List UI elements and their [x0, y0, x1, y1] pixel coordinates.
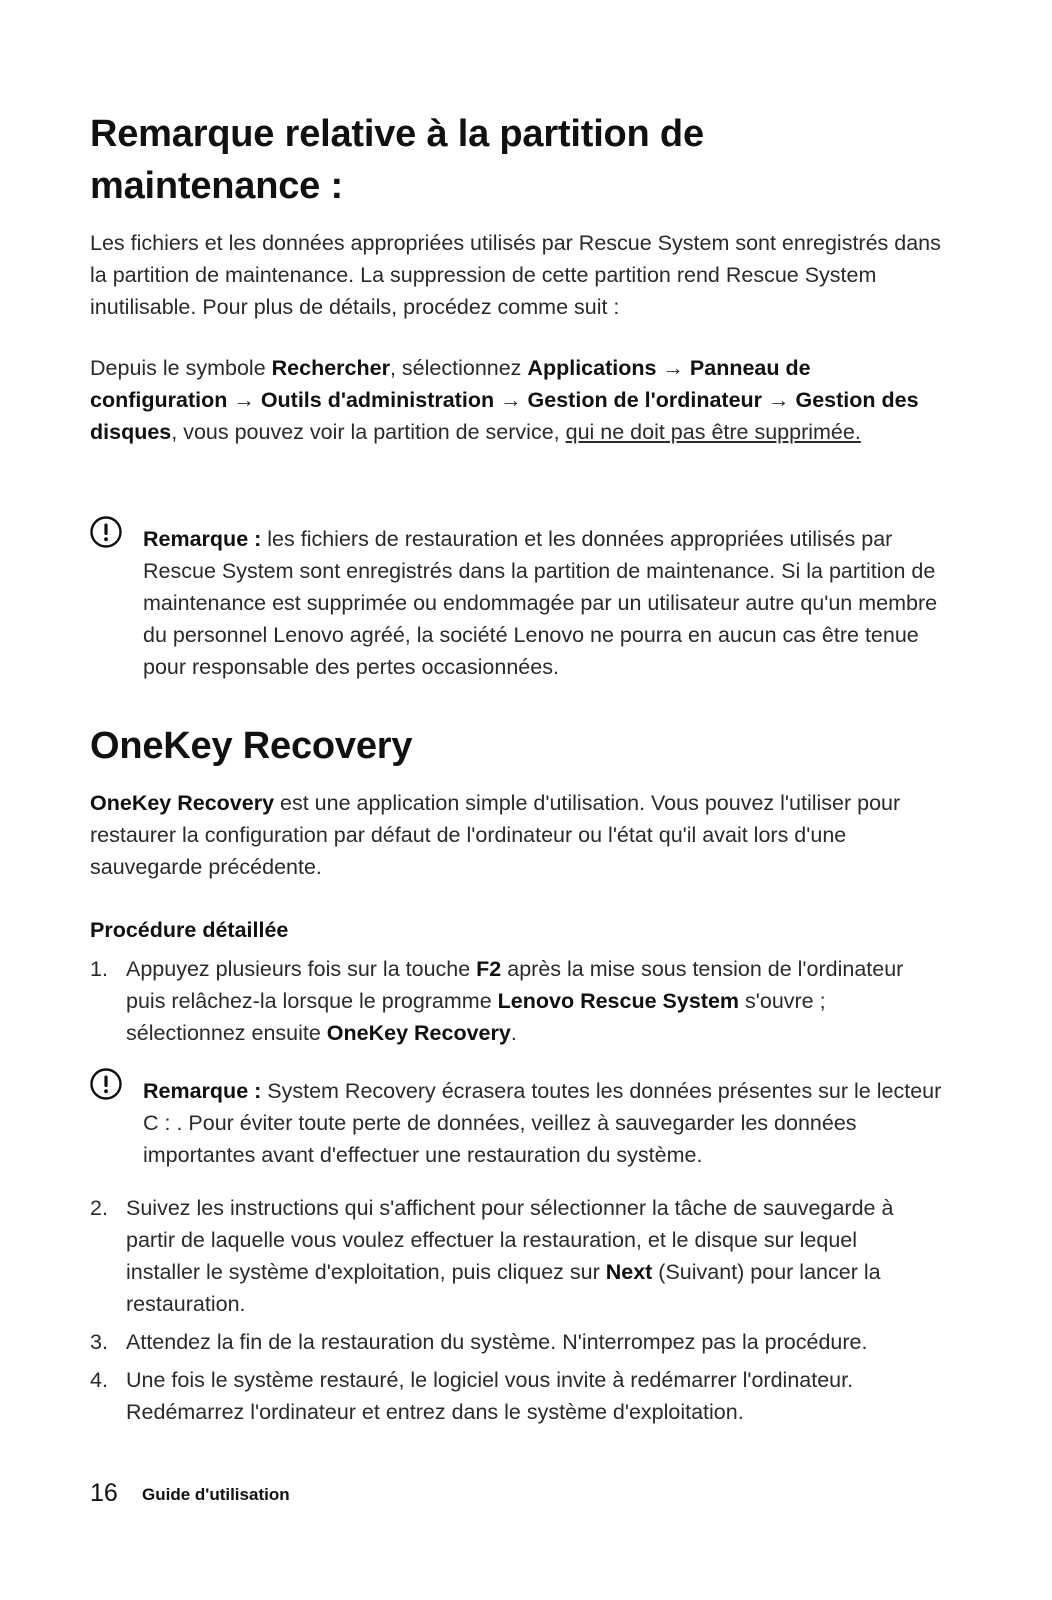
step-text: Une fois le système restauré, le logiciel vous invite à redémarrer l'ordinateur. Redémarrez l'ordinateur et entrez dans le système d'exploitation.	[126, 1368, 854, 1424]
onekey-intro-text: est une application simple d'utilisation. Vous pouvez l'utiliser pour restaurer la configuration par défaut de l'ordinateur ou l'état qu'il avait lors d'une sauvegarde précédente.	[90, 791, 901, 879]
onekey-name: OneKey Recovery	[90, 791, 275, 815]
path-panneau-configuration: Panneau de configuration	[90, 356, 811, 412]
guide-title: Guide d'utilisation	[142, 1485, 290, 1504]
title-line-2: maintenance :	[90, 165, 343, 207]
note-text	[143, 523, 958, 683]
path-applications: Applications	[527, 356, 657, 380]
path-arrow: →	[494, 388, 528, 412]
path-gestion-disques: Gestion des disques	[90, 388, 919, 444]
onekey-recovery-option: OneKey Recovery	[326, 1021, 511, 1045]
step-text	[126, 953, 926, 1049]
path-arrow: →	[227, 388, 261, 412]
exclamation-circle-icon	[90, 1068, 122, 1100]
maintenance-intro-paragraph: Les fichiers et les données appropriées utilisés par Rescue System sont enregistrés dans la partition de maintenance. La suppression de cette partition rend Rescue System inutilisable. Pour plus de détails, procédez comme suit :	[90, 231, 941, 319]
path-text: , vous pouvez voir la partition de service,	[171, 420, 566, 444]
path-arrow: →	[656, 356, 690, 380]
step-text-part: .	[510, 1021, 517, 1045]
path-arrow: →	[762, 388, 796, 412]
step-text-part: après la mise sous tension de l'ordinateur puis relâchez-la lorsque le programme	[126, 957, 904, 1013]
path-text: Depuis le symbole	[90, 356, 272, 380]
title-line-1: Remarque relative à la partition de	[90, 113, 704, 155]
next-button-label: Next	[605, 1260, 653, 1284]
onekey-intro-paragraph	[90, 787, 950, 883]
note-label: Remarque :	[143, 527, 262, 551]
step-text-part: s'ouvre ; sélectionnez ensuite	[126, 989, 826, 1045]
section-title-onekey-recovery: OneKey Recovery	[90, 725, 413, 767]
path-gestion-ordinateur: Gestion de l'ordinateur	[527, 388, 763, 412]
path-text: , sélectionnez	[389, 356, 528, 380]
step-number: 2.	[90, 1196, 108, 1220]
exclamation-circle-icon	[90, 516, 122, 548]
step-number: 4.	[90, 1368, 108, 1392]
note-body: les fichiers de restauration et les données appropriées utilisés par Rescue System sont enregistrés dans la partition de maintenance. Si la partition de maintenance est supprimée ou endommagée par un utilisateur autre qu'un membre du personnel Lenovo agréé, la société Lenovo ne pourra en aucun cas être tenue pour responsable des pertes occasionnées.	[143, 527, 938, 679]
step-text-part: (Suivant) pour lancer la restauration.	[126, 1260, 881, 1316]
step-number: 1.	[90, 957, 108, 981]
navigation-path-paragraph	[90, 352, 950, 448]
lenovo-rescue-system: Lenovo Rescue System	[497, 989, 740, 1013]
key-f2: F2	[476, 957, 502, 981]
underlined-warning-text: qui ne doit pas être supprimée.	[565, 420, 861, 444]
page-number: 16	[90, 1479, 118, 1507]
path-rechercher: Rechercher	[271, 356, 390, 380]
step-text	[126, 1192, 926, 1320]
step-text: Attendez la fin de la restauration du système. N'interrompez pas la procédure.	[126, 1330, 868, 1354]
step-number: 3.	[90, 1330, 108, 1354]
section-title-maintenance	[90, 108, 950, 212]
step-text-part: Suivez les instructions qui s'affichent pour sélectionner la tâche de sauvegarde à partir de laquelle vous voulez effectuer la restauration, et le disque sur lequel installer le système d'exploitation, puis cliquez sur	[126, 1196, 894, 1284]
note-text	[143, 1075, 958, 1171]
note-body: System Recovery écrasera toutes les données présentes sur le lecteur C : . Pour éviter toute perte de données, veillez à sauvegarder les données importantes avant d'effectuer une restauration du système.	[143, 1079, 942, 1167]
step-text-part: Appuyez plusieurs fois sur la touche	[126, 957, 477, 981]
note-label: Remarque :	[143, 1079, 262, 1103]
path-outils-administration: Outils d'administration	[260, 388, 495, 412]
procedure-subtitle: Procédure détaillée	[90, 918, 289, 942]
